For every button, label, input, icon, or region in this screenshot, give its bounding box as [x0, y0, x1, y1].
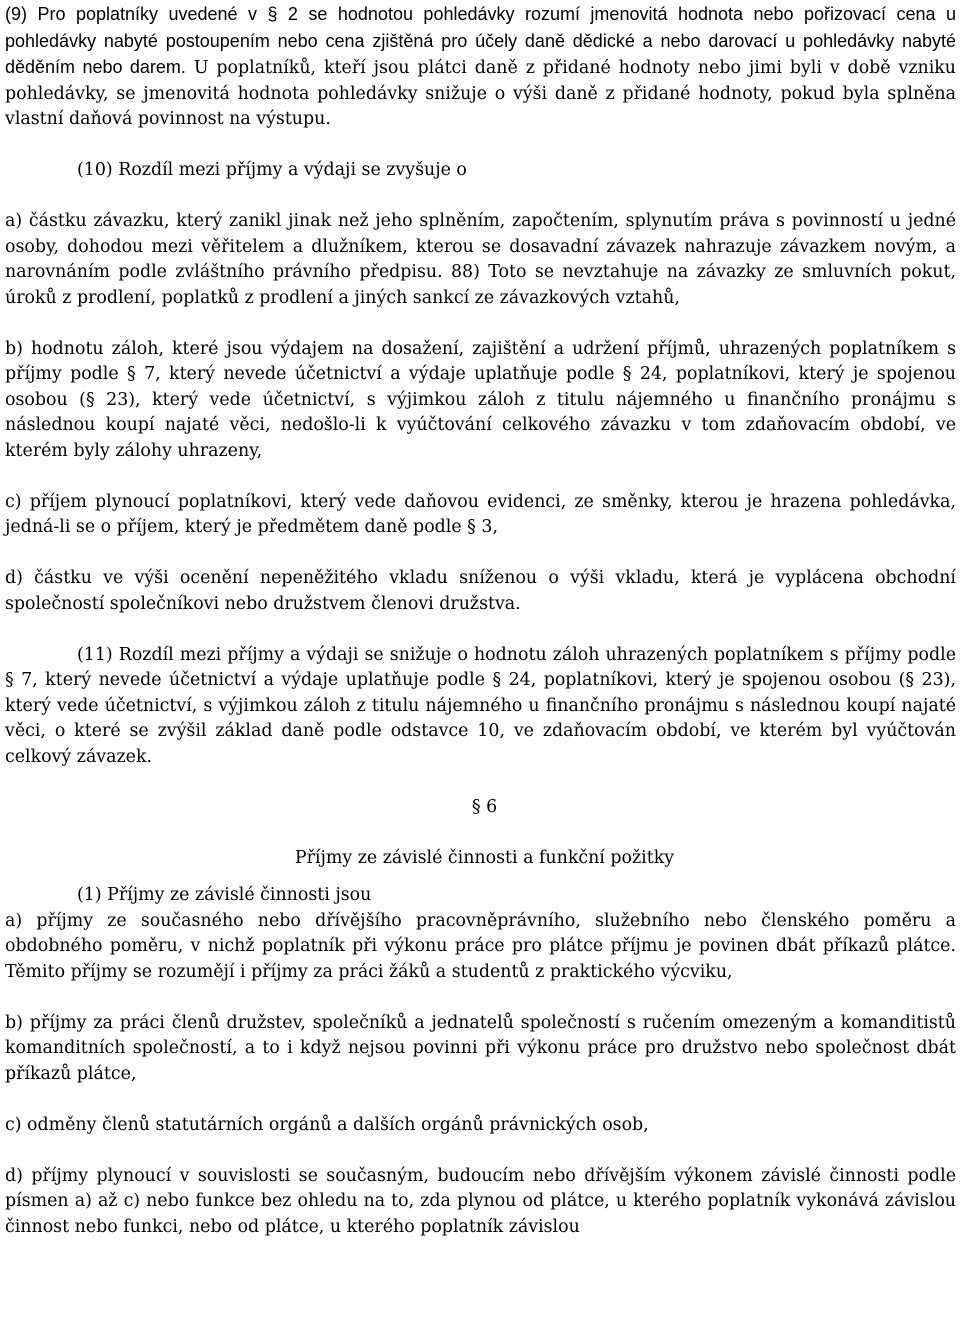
paragraph-10-item-d: d) částku ve výši ocenění nepeněžitého vkladu sníženou o výši vkladu, která je vyplácena obchodní společností společníkovi nebo družstvem členovi družstva. — [5, 568, 956, 614]
paragraph-10-item-b: b) hodnotu záloh, které jsou výdajem na dosažení, zajištění a udržení příjmů, uhrazených poplatníkem s příjmy podle § 7, který nevede účetnictví a výdaje uplatňuje podle § 24, poplatníkovi, který je spojenou osobou (§ 23), který vede účetnictví, s výjimkou záloh z titulu nájemného u finančního pronájmu s následnou koupí najaté věci, nedošlo-li k vyúčtování celkového závazku v tom zdaňovacím období, ve kterém byly zálohy uhrazeny, — [5, 338, 956, 461]
paragraph-9-part1: (9) Pro poplatníky uvedené v § 2 se hodnotou pohledávky rozumí jmenovitá hodnota nebo pořizovací cena u pohledávky nabyté postoupením nebo cena zjištěná pro účely daně dědické a nebo darovací u pohledávky nabyté děděním nebo darem. — [5, 4, 956, 77]
section-6-item-c: c) odměny členů statutárních orgánů a dalších orgánů právnických osob, — [5, 1114, 649, 1135]
section-6-paragraph-1-intro: (1) Příjmy ze závislé činnosti jsou — [77, 885, 372, 905]
paragraph-10-item-a: a) částku závazku, který zanikl jinak než jeho splněním, započtením, splynutím práva s povinností u jedné osoby, dohodou mezi věřitelem a dlužníkem, kterou se dosavadní závazek nahrazuje závazkem novým, a narovnáním podle zvláštního právního předpisu. 88) Toto se nevztahuje na závazky ze smluvních pokut, úroků z prodlení, poplatků z prodlení a jiných sankcí ze závazkových vztahů, — [5, 211, 956, 308]
paragraph-10-intro: (10) Rozdíl mezi příjmy a výdaji se zvyšuje o — [77, 160, 467, 180]
section-6-item-d: d) příjmy plynoucí v souvislosti se současným, budoucím nebo dřívějším výkonem závislé činnosti podle písmen a) až c) nebo funkce bez ohledu na to, zda plynou od plátce, u kterého poplatník vykonává závislou činnost nebo funkci, nebo od plátce, u kterého poplatník závislou — [5, 1165, 956, 1237]
paragraph-9-part2: U poplatníků, kteří jsou plátci daně z přidané hodnoty nebo jimi byli v době vzniku pohledávky, se jmenovitá hodnota pohledávky snižuje o výši daně z přidané hodnoty, pokud byla splněna vlastní daňová povinnost na výstupu. — [5, 58, 956, 129]
document-page — [5, 2, 956, 1240]
paragraph-9 — [5, 2, 956, 133]
paragraph-10-item-c: c) příjem plynoucí poplatníkovi, který vede daňovou evidenci, ze směnky, kterou je hrazena pohledávka, jedná-li se o příjem, který je předmětem daně podle § 3, — [5, 491, 956, 537]
section-6-item-a: a) příjmy ze současného nebo dřívějšího pracovněprávního, služebního nebo členského poměru a obdobného poměru, v nichž poplatník při výkonu práce pro plátce příjmu je povinen dbát příkazů plátce. Těmito příjmy se rozumějí i příjmy za práci žáků a studentů z praktického výcviku, — [5, 910, 956, 982]
section-title: Příjmy ze závislé činnosti a funkční požitky — [294, 847, 675, 868]
paragraph-11: (11) Rozdíl mezi příjmy a výdaji se snižuje o hodnotu záloh uhrazených poplatníkem s příjmy podle § 7, který nevede účetnictví a výdaje uplatňuje podle § 24, poplatníkovi, který je spojenou osobou (§ 23), který vede účetnictví, s výjimkou záloh z titulu nájemného u finančního pronájmu s následnou koupí najaté věci, o které se zvýšil základ daně podle odstavce 10, ve zdaňovacím období, ve kterém byl vyúčtován celkový závazek. — [5, 644, 956, 767]
section-6-item-b: b) příjmy za práci členů družstev, společníků a jednatelů společností s ručením omezeným a komanditistů komanditních společností, a to i když nejsou povinni při výkonu práce pro družstvo nebo společnost dbát příkazů plátce, — [5, 1012, 956, 1084]
section-number: § 6 — [471, 797, 498, 817]
